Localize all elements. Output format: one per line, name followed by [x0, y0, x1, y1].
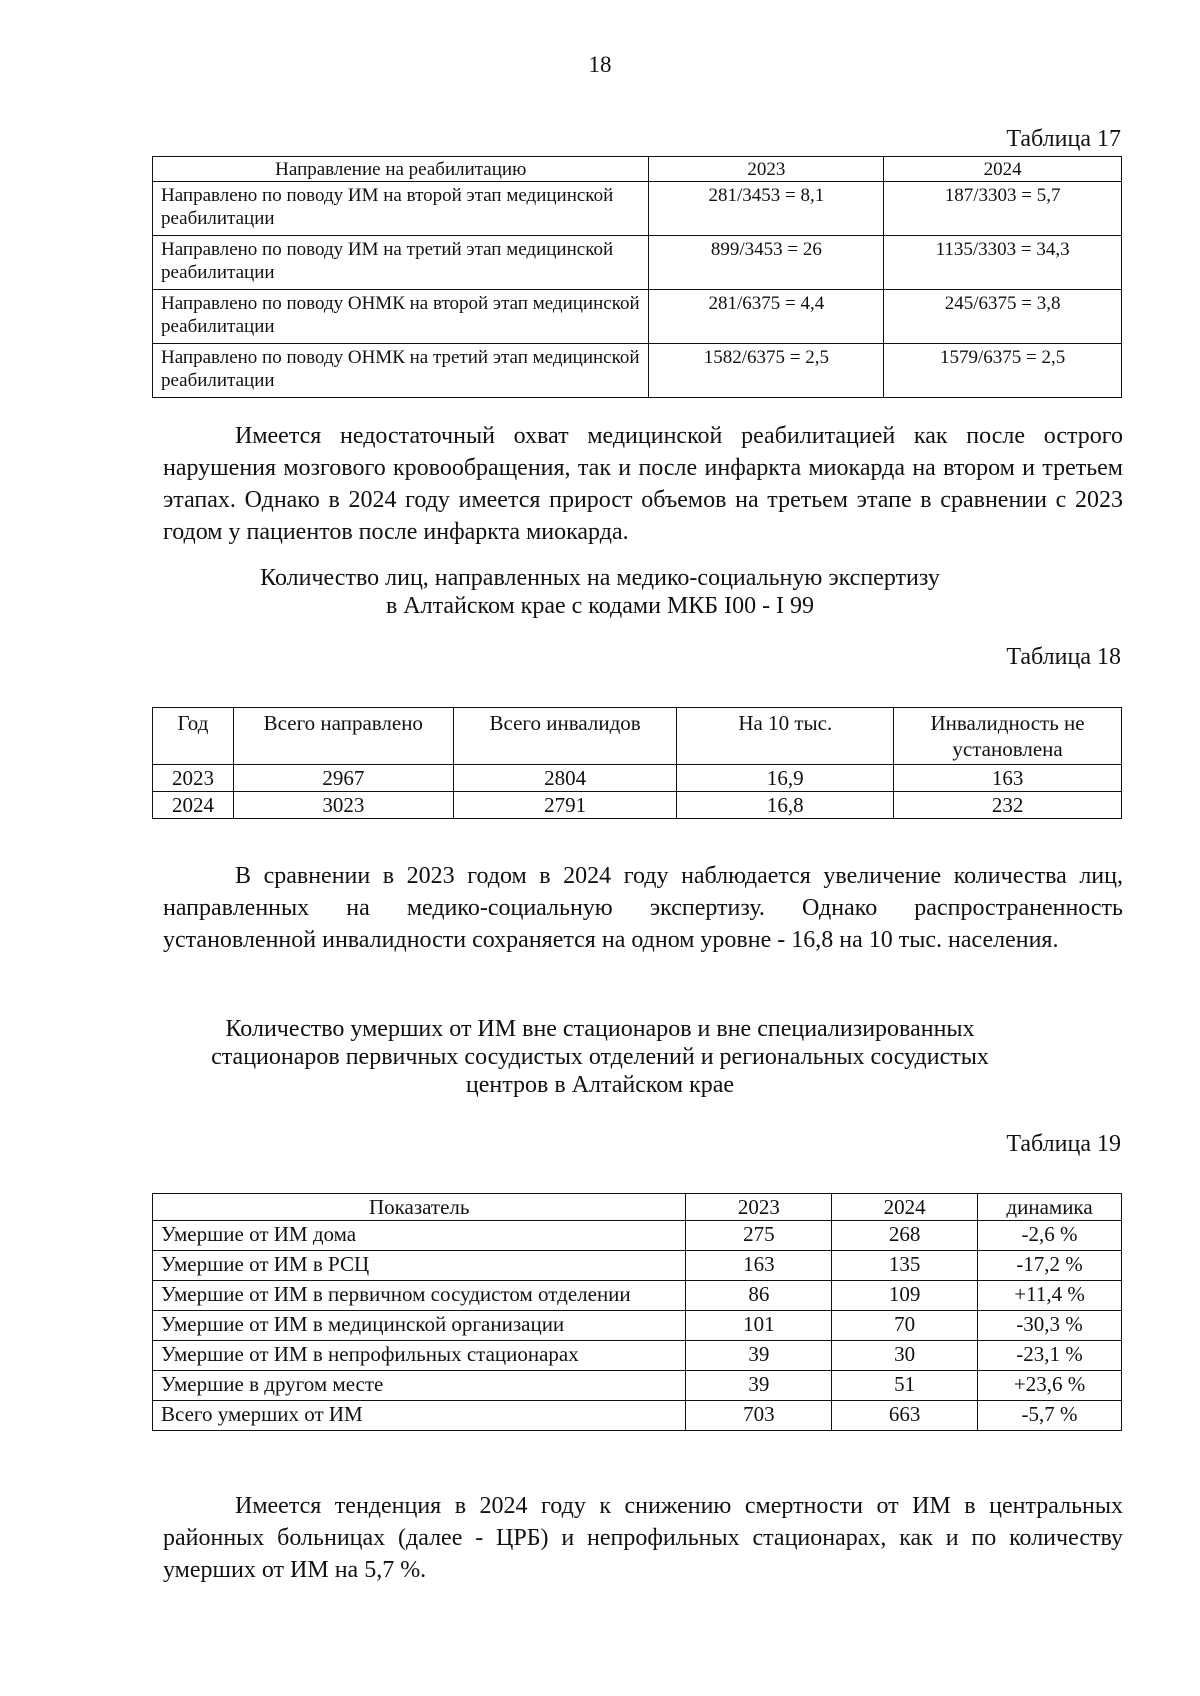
row-label: Направлено по поводу ИМ на второй этап медицинской реабилитации	[153, 182, 649, 236]
section-title-mse	[140, 564, 1060, 620]
dynamics-value: -5,7 %	[978, 1401, 1122, 1431]
header-cell: 2023	[686, 1194, 832, 1221]
dynamics-value: +11,4 %	[978, 1281, 1122, 1311]
cell: 16,9	[677, 765, 894, 792]
value-2023: 703	[686, 1401, 832, 1431]
title-line: в Алтайском крае с кодами МКБ I00 - I 99	[385, 593, 815, 619]
page-number: 18	[588, 52, 612, 77]
table-row	[153, 1251, 1122, 1281]
value-2024: 1135/3303 = 34,3	[884, 236, 1122, 290]
value-2023: 163	[686, 1251, 832, 1281]
cell: 2967	[233, 765, 453, 792]
value-2023: 86	[686, 1281, 832, 1311]
value-2023: 101	[686, 1311, 832, 1341]
value-2024: 1579/6375 = 2,5	[884, 344, 1122, 398]
table-header-row	[153, 1194, 1122, 1221]
title-line: Количество лиц, направленных на медико-социальную экспертизу	[260, 565, 940, 591]
dynamics-value: -2,6 %	[978, 1221, 1122, 1251]
table-row	[153, 1401, 1122, 1431]
table-18-caption: Таблица 18	[1006, 644, 1121, 670]
row-label: Направлено по поводу ОНМК на второй этап медицинской реабилитации	[153, 290, 649, 344]
value-2024: 268	[832, 1221, 978, 1251]
title-line: центров в Алтайском крае	[465, 1072, 735, 1098]
table-row	[153, 1221, 1122, 1251]
cell: 163	[894, 765, 1122, 792]
value-2023: 39	[686, 1341, 832, 1371]
value-2024: 30	[832, 1341, 978, 1371]
section-title-deaths	[140, 1015, 1060, 1099]
row-label: Умершие в другом месте	[153, 1371, 686, 1401]
row-label: Направлено по поводу ОНМК на третий этап медицинской реабилитации	[153, 344, 649, 398]
value-2023: 281/3453 = 8,1	[649, 182, 884, 236]
paragraph-mortality: Имеется тенденция в 2024 году к снижению смертности от ИМ в центральных районных больницах (далее - ЦРБ) и непрофильных стационарах, как и по количеству умерших от ИМ на 5,7 %.	[163, 1493, 1123, 1583]
header-cell: Всего направлено	[233, 708, 453, 765]
header-cell: Инвалидность не установлена	[894, 708, 1122, 765]
table-row	[153, 765, 1122, 792]
paragraph-rehabilitation: Имеется недостаточный охват медицинской реабилитацией как после острого нарушения мозгового кровообращения, так и после инфаркта миокарда на втором и третьем этапах. Однако в 2024 году имеется прирост объемов на третьем этапе в сравнении с 2023 годом у пациентов после инфаркта миокарда.	[163, 423, 1123, 545]
header-cell: На 10 тыс.	[677, 708, 894, 765]
value-2023: 39	[686, 1371, 832, 1401]
cell: 232	[894, 792, 1122, 819]
table-row	[153, 182, 1122, 236]
cell: 2791	[453, 792, 677, 819]
header-cell: 2023	[649, 157, 884, 182]
table-18	[152, 707, 1122, 819]
value-2024: 135	[832, 1251, 978, 1281]
row-label: Умершие от ИМ дома	[153, 1221, 686, 1251]
table-row	[153, 792, 1122, 819]
title-line: стационаров первичных сосудистых отделений и региональных сосудистых	[211, 1044, 989, 1070]
value-2024: 109	[832, 1281, 978, 1311]
header-cell: Направление на реабилитацию	[153, 157, 649, 182]
table-19-caption: Таблица 19	[1006, 1131, 1121, 1157]
table-row	[153, 1341, 1122, 1371]
row-label: Умершие от ИМ в непрофильных стационарах	[153, 1341, 686, 1371]
table-row	[153, 236, 1122, 290]
row-label: Всего умерших от ИМ	[153, 1401, 686, 1431]
value-2024: 51	[832, 1371, 978, 1401]
value-2024: 245/6375 = 3,8	[884, 290, 1122, 344]
header-cell: динамика	[978, 1194, 1122, 1221]
header-cell: Год	[153, 708, 234, 765]
cell: 16,8	[677, 792, 894, 819]
value-2024: 70	[832, 1311, 978, 1341]
value-2023: 899/3453 = 26	[649, 236, 884, 290]
header-cell: 2024	[884, 157, 1122, 182]
row-label: Умершие от ИМ в медицинской организации	[153, 1311, 686, 1341]
table-19	[152, 1193, 1122, 1431]
title-line: Количество умерших от ИМ вне стационаров и вне специализированных	[225, 1016, 975, 1042]
value-2024: 663	[832, 1401, 978, 1431]
header-cell: 2024	[832, 1194, 978, 1221]
header-cell: Всего инвалидов	[453, 708, 677, 765]
row-label: Направлено по поводу ИМ на третий этап медицинской реабилитации	[153, 236, 649, 290]
table-header-row	[153, 157, 1122, 182]
dynamics-value: +23,6 %	[978, 1371, 1122, 1401]
table-row	[153, 344, 1122, 398]
header-cell: Показатель	[153, 1194, 686, 1221]
value-2023: 1582/6375 = 2,5	[649, 344, 884, 398]
cell: 2804	[453, 765, 677, 792]
value-2024: 187/3303 = 5,7	[884, 182, 1122, 236]
table-row	[153, 1371, 1122, 1401]
cell: 3023	[233, 792, 453, 819]
value-2023: 281/6375 = 4,4	[649, 290, 884, 344]
value-2023: 275	[686, 1221, 832, 1251]
table-row	[153, 1281, 1122, 1311]
row-label: Умершие от ИМ в первичном сосудистом отделении	[153, 1281, 686, 1311]
cell: 2024	[153, 792, 234, 819]
table-row	[153, 290, 1122, 344]
dynamics-value: -30,3 %	[978, 1311, 1122, 1341]
table-header-row	[153, 708, 1122, 765]
dynamics-value: -17,2 %	[978, 1251, 1122, 1281]
row-label: Умершие от ИМ в РСЦ	[153, 1251, 686, 1281]
cell: 2023	[153, 765, 234, 792]
table-17	[152, 156, 1122, 398]
table-17-caption: Таблица 17	[1006, 126, 1121, 152]
table-row	[153, 1311, 1122, 1341]
paragraph-mse: В сравнении в 2023 годом в 2024 году наблюдается увеличение количества лиц, направленных на медико-социальную экспертизу. Однако распространенность установленной инвалидности сохраняется на одном уровне - 16,8 на 10 тыс. населения.	[163, 863, 1123, 953]
dynamics-value: -23,1 %	[978, 1341, 1122, 1371]
